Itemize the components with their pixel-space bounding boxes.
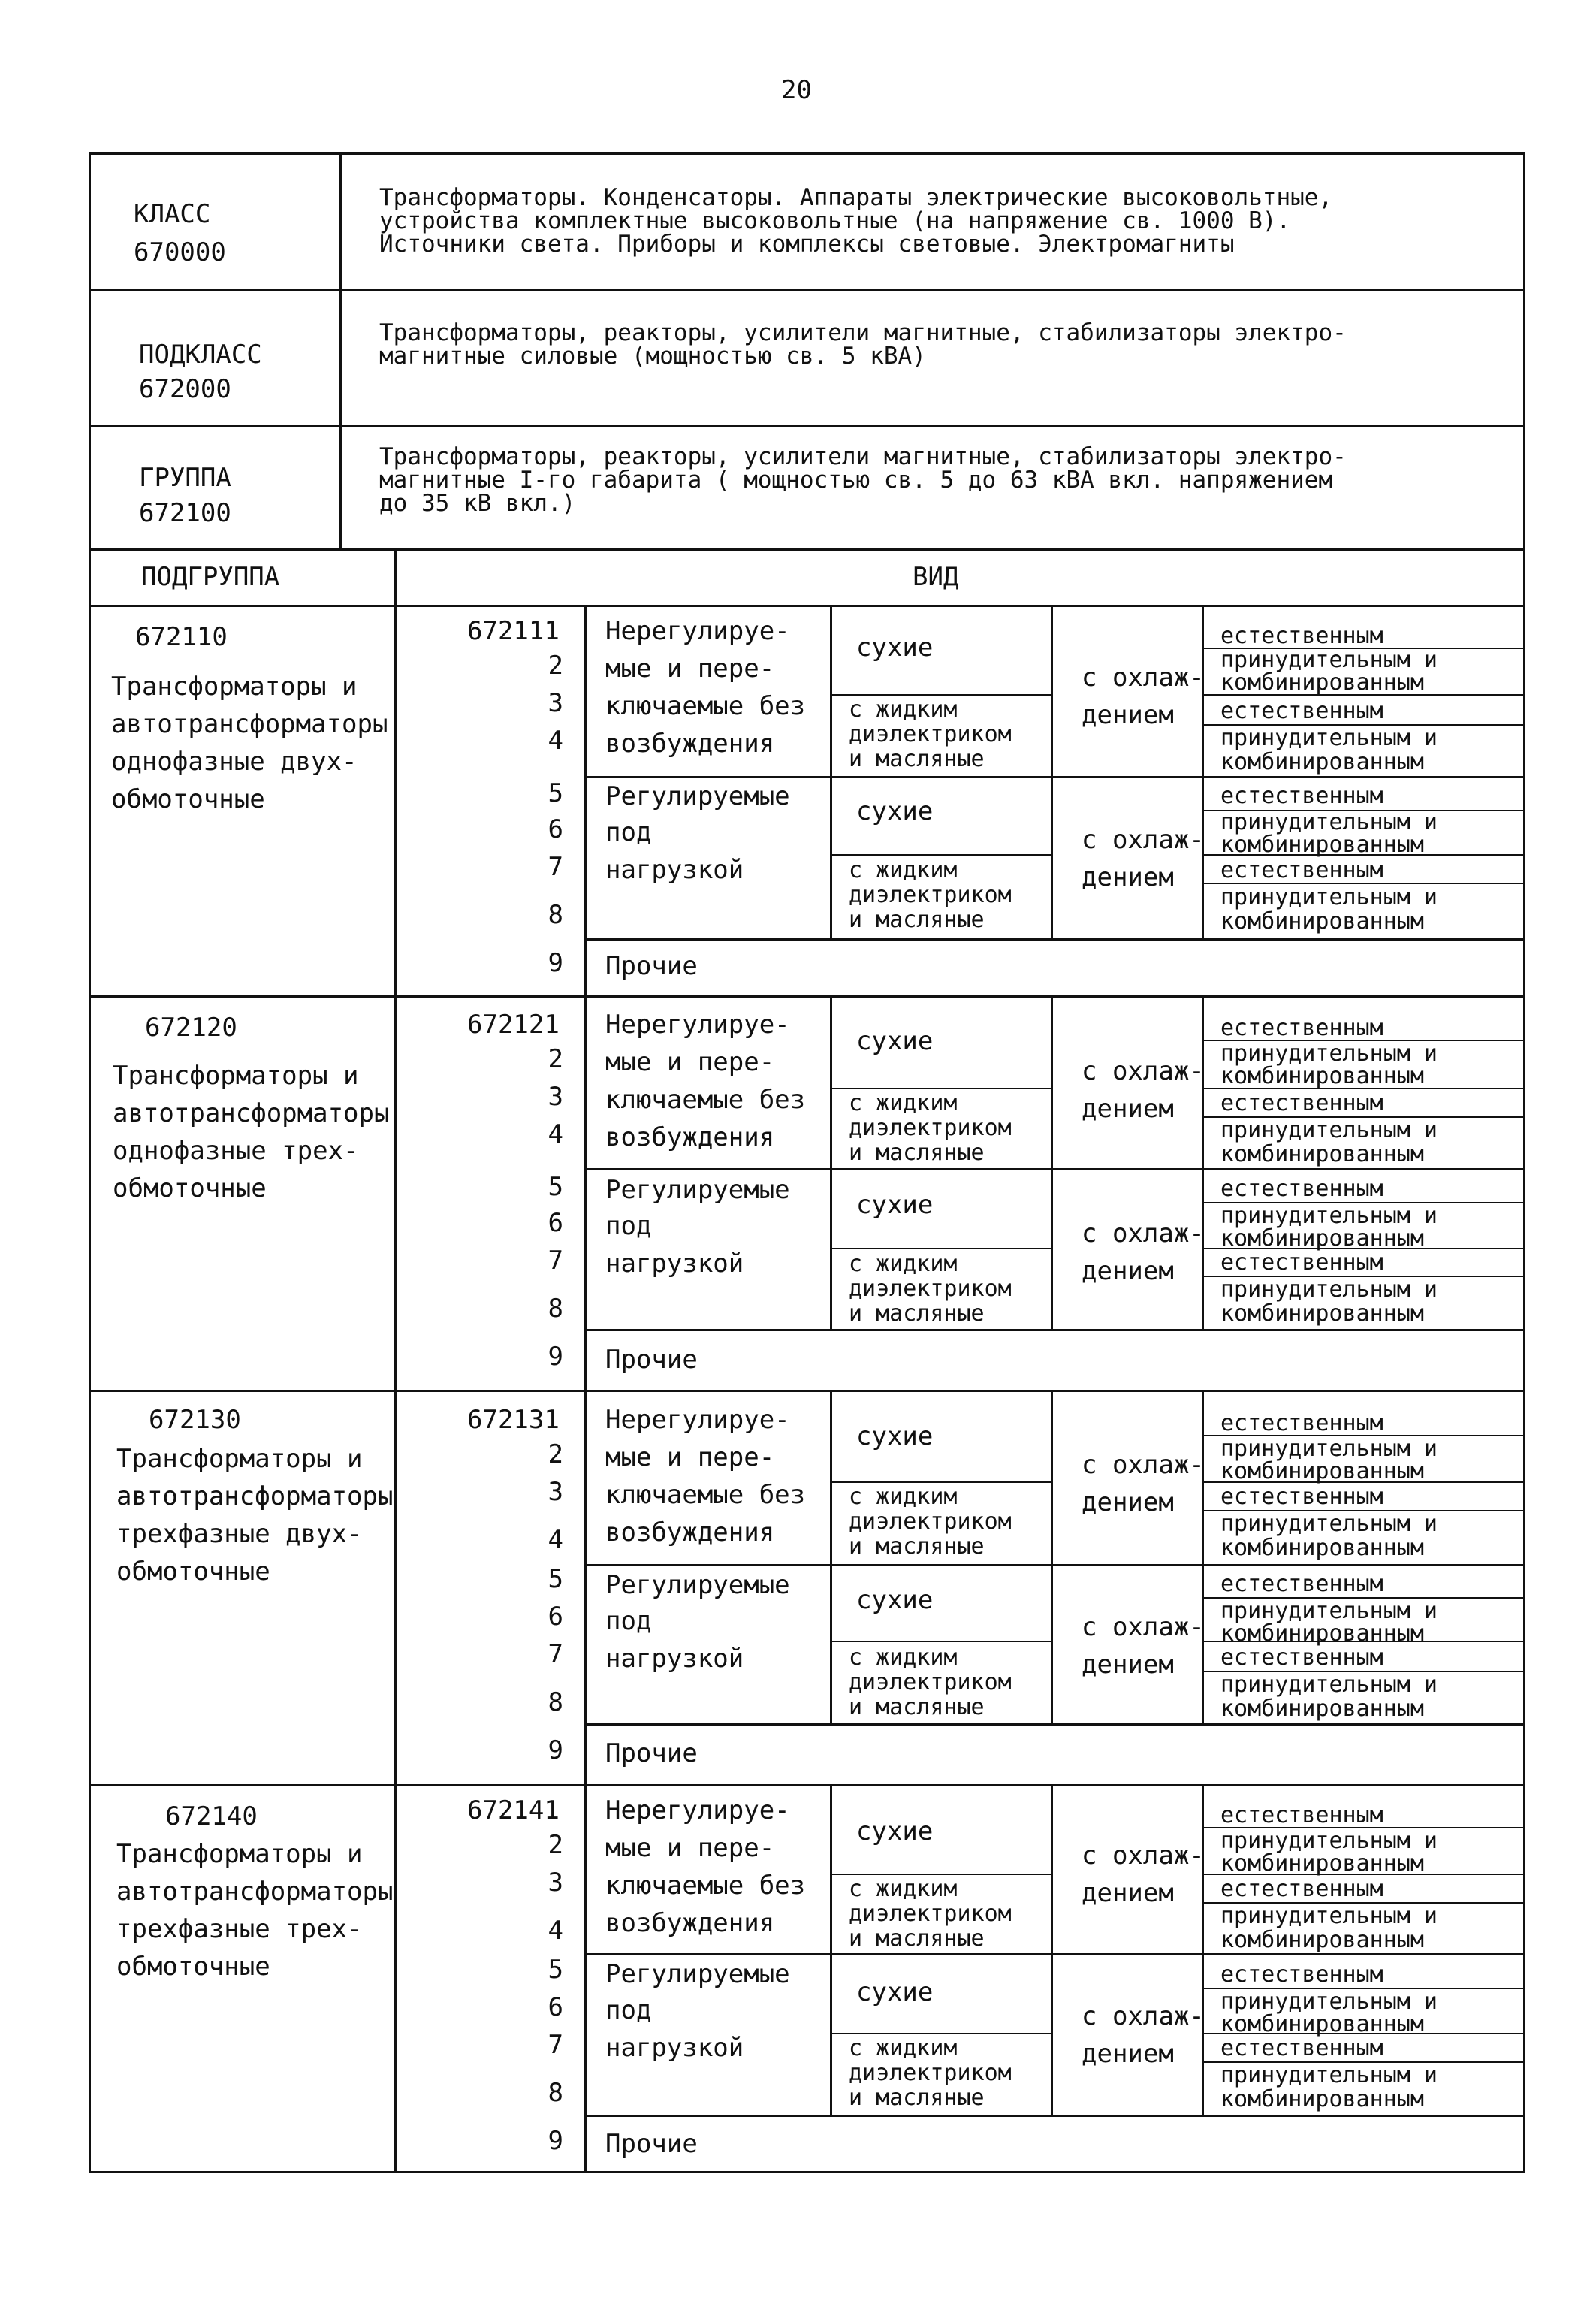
subgroup-name-line: однофазные трех- — [113, 1136, 359, 1166]
subclass-text-line: Трансформаторы, реакторы, усилители магнитные, стабилизаторы электро- — [379, 319, 1347, 346]
cooling-type: принудительным и — [1220, 1040, 1438, 1067]
cooling-type: комбинированным — [1220, 1535, 1424, 1561]
cooling-type: комбинированным — [1220, 1225, 1424, 1252]
rule — [830, 1248, 1051, 1249]
insulation-label: сухие — [856, 796, 934, 826]
insulation-label: сухие — [856, 1816, 934, 1847]
rule — [1202, 995, 1204, 1330]
subgroup-name-line: автотрансформаторы — [116, 1481, 394, 1511]
type-column-header: ВИД — [913, 562, 959, 592]
subgroup-name-line: обмоточные — [113, 1173, 267, 1203]
kind-text-line: Нерегулируе- — [605, 1405, 790, 1435]
cooling-type: естественным — [1220, 857, 1383, 883]
type-number: 5 — [548, 1172, 563, 1202]
subgroup-name-line: обмоточные — [116, 1557, 270, 1587]
cooling-label: с охлаж- — [1082, 663, 1205, 693]
rule — [830, 995, 832, 1330]
type-number: 7 — [548, 2030, 563, 2060]
subgroup-code: 672120 — [145, 1013, 237, 1043]
cooling-label: с охлаж- — [1082, 2001, 1205, 2031]
insulation-label: и масляные — [849, 1140, 985, 1166]
kind-text-line: нагрузкой — [605, 1249, 744, 1279]
kind-text-line: под — [605, 1606, 652, 1636]
rule — [1051, 1390, 1053, 1725]
rule — [830, 1088, 1051, 1089]
cooling-type: естественным — [1220, 783, 1383, 809]
insulation-label: сухие — [856, 633, 934, 663]
cooling-type: естественным — [1220, 1571, 1383, 1597]
kind-text-line: под — [605, 1995, 652, 2025]
rule — [1051, 995, 1053, 1330]
type-number: 6 — [548, 1208, 563, 1238]
cooling-type: комбинированным — [1220, 1458, 1424, 1484]
cooling-label: с охлаж- — [1082, 1840, 1205, 1871]
cooling-type: естественным — [1220, 1249, 1383, 1276]
cooling-type: комбинированным — [1220, 1300, 1424, 1327]
rule — [584, 1329, 1525, 1331]
subgroup-name-line: Трансформаторы и — [116, 1839, 363, 1869]
cooling-label: с охлаж- — [1082, 1450, 1205, 1480]
cooling-type: естественным — [1220, 1090, 1383, 1116]
type-number: 2 — [548, 1439, 563, 1469]
cooling-type: комбинированным — [1220, 1696, 1424, 1722]
type-number: 2 — [548, 651, 563, 681]
kind-text-line: нагрузкой — [605, 2033, 744, 2063]
subgroup-name-line: Трансформаторы и — [113, 1061, 359, 1091]
cooling-type: комбинированным — [1220, 1141, 1424, 1167]
subgroup-name-line: однофазные двух- — [111, 747, 358, 777]
rule — [830, 1390, 832, 1725]
insulation-label: сухие — [856, 1977, 934, 2007]
type-number: 4 — [548, 1525, 563, 1555]
subgroup-column-header: ПОДГРУППА — [141, 562, 280, 592]
kind-text-line: Регулируемые — [605, 1570, 790, 1600]
insulation-label: и масляные — [849, 1694, 985, 1720]
group-text-line: магнитные I-го габарита ( мощностью св. 5 до 63 кВА вкл. напряжением — [379, 467, 1333, 494]
insulation-label: с жидким — [849, 1484, 958, 1510]
cooling-type: принудительным и — [1220, 2062, 1438, 2088]
kind-text-line: ключаемые без — [605, 691, 806, 721]
cooling-label: дением — [1082, 1650, 1174, 1680]
insulation-label: и масляные — [849, 1925, 985, 1952]
rule — [89, 1390, 1525, 1392]
cooling-type: естественным — [1220, 1876, 1383, 1902]
kind-text-line: Регулируемые — [605, 1175, 790, 1205]
cooling-type: принудительным и — [1220, 809, 1438, 835]
other-label: Прочие — [605, 1738, 698, 1768]
rule — [584, 1168, 1525, 1170]
cooling-type: принудительным и — [1220, 647, 1438, 673]
subgroup-name-line: Трансформаторы и — [116, 1444, 363, 1474]
insulation-label: диэлектриком — [849, 882, 1012, 908]
insulation-label: диэлектриком — [849, 1115, 1012, 1141]
subgroup-code: 672140 — [165, 1801, 258, 1831]
kind-text-line: Нерегулируе- — [605, 1795, 790, 1825]
cooling-label: с охлаж- — [1082, 1612, 1205, 1642]
page-number: 20 — [781, 75, 812, 105]
type-number: 8 — [548, 1687, 563, 1717]
type-number: 8 — [548, 1294, 563, 1324]
cooling-type: естественным — [1220, 1644, 1383, 1671]
subgroup-name-line: автотрансформаторы — [111, 709, 388, 739]
class-text-line: устройства комплектные высоковольтные (на напряжение св. 1000 В). — [379, 207, 1291, 234]
subgroup-name-line: трехфазные двух- — [116, 1519, 363, 1549]
group-text-line: до 35 кВ вкл.) — [379, 490, 576, 517]
kind-text-line: Нерегулируе- — [605, 616, 790, 646]
rule — [584, 1564, 1525, 1566]
type-number: 4 — [548, 1119, 563, 1149]
group-label: ГРУППА — [139, 463, 231, 493]
kind-text-line: нагрузкой — [605, 1644, 744, 1674]
type-number: 5 — [548, 778, 563, 808]
group-code: 672100 — [139, 498, 231, 528]
class-label: КЛАСС — [134, 199, 211, 229]
type-number: 8 — [548, 900, 563, 930]
subclass-code: 672000 — [139, 374, 231, 404]
kind-text-line: мые и пере- — [605, 654, 775, 684]
type-number: 3 — [548, 688, 563, 718]
rule — [89, 995, 1525, 998]
cooling-type: комбинированным — [1220, 908, 1424, 935]
cooling-type: принудительным и — [1220, 1903, 1438, 1929]
other-label: Прочие — [605, 951, 698, 981]
group-text-line: Трансформаторы, реакторы, усилители магнитные, стабилизаторы электро- — [379, 443, 1347, 470]
insulation-label: сухие — [856, 1585, 934, 1615]
insulation-label: и масляные — [849, 907, 985, 933]
type-number: 3 — [548, 1082, 563, 1112]
class-code: 670000 — [134, 237, 226, 267]
cooling-type: принудительным и — [1220, 1203, 1438, 1229]
type-number: 9 — [548, 1735, 563, 1765]
kind-text-line: мые и пере- — [605, 1047, 775, 1077]
kind-text-line: под — [605, 1211, 652, 1241]
cooling-type: принудительным и — [1220, 1511, 1438, 1537]
class-text-line: Источники света. Приборы и комплексы световые. Электромагниты — [379, 231, 1235, 258]
cooling-label: дением — [1082, 1878, 1174, 1908]
cooling-label: дением — [1082, 700, 1174, 730]
subgroup-code: 672130 — [149, 1405, 241, 1435]
insulation-label: диэлектриком — [849, 2060, 1012, 2086]
rule — [1523, 152, 1525, 2173]
type-number: 4 — [548, 726, 563, 756]
rule — [89, 1784, 1525, 1786]
insulation-label: диэлектриком — [849, 1901, 1012, 1927]
insulation-label: диэлектриком — [849, 721, 1012, 747]
cooling-type: принудительным и — [1220, 1117, 1438, 1143]
type-number: 3 — [548, 1477, 563, 1507]
cooling-type: принудительным и — [1220, 1276, 1438, 1303]
insulation-label: с жидким — [849, 1251, 958, 1277]
rule — [89, 605, 1525, 607]
cooling-label: дением — [1082, 1487, 1174, 1517]
other-label: Прочие — [605, 1345, 698, 1375]
type-number: 5 — [548, 1564, 563, 1594]
subgroup-name-line: обмоточные — [111, 784, 265, 814]
cooling-type: естественным — [1220, 1176, 1383, 1202]
subgroup-name-line: автотрансформаторы — [116, 1877, 394, 1907]
kind-text-line: возбуждения — [605, 729, 775, 759]
rule — [1051, 1784, 1053, 2116]
rule — [1051, 605, 1053, 940]
kind-text-line: Регулируемые — [605, 1959, 790, 1989]
kind-text-line: Нерегулируе- — [605, 1010, 790, 1040]
kind-text-line: ключаемые без — [605, 1871, 806, 1901]
type-number: 2 — [548, 1830, 563, 1860]
cooling-type: принудительным и — [1220, 1828, 1438, 1854]
insulation-label: диэлектриком — [849, 1508, 1012, 1535]
cooling-label: дением — [1082, 2039, 1174, 2069]
kind-text-line: мые и пере- — [605, 1442, 775, 1472]
kind-text-line: возбуждения — [605, 1517, 775, 1548]
insulation-label: сухие — [856, 1026, 934, 1056]
cooling-type: комбинированным — [1220, 1850, 1424, 1877]
cooling-type: комбинированным — [1220, 2086, 1424, 2112]
type-number: 6 — [548, 1602, 563, 1632]
insulation-label: с жидким — [849, 1876, 958, 1902]
kind-text-line: возбуждения — [605, 1908, 775, 1938]
subclass-text-line: магнитные силовые (мощностью св. 5 кВА) — [379, 343, 926, 370]
rule — [339, 152, 342, 548]
type-number: 8 — [548, 2078, 563, 2108]
insulation-label: диэлектриком — [849, 1669, 1012, 1696]
kind-text-line: Регулируемые — [605, 781, 790, 811]
insulation-label: и масляные — [849, 1533, 985, 1560]
kind-text-line: нагрузкой — [605, 855, 744, 885]
type-number: 6 — [548, 814, 563, 844]
type-number: 7 — [548, 852, 563, 882]
rule — [584, 938, 1525, 941]
insulation-label: с жидким — [849, 857, 958, 883]
insulation-label: сухие — [856, 1190, 934, 1220]
insulation-label: и масляные — [849, 2085, 985, 2111]
cooling-type: принудительным и — [1220, 1598, 1438, 1624]
rule — [830, 1874, 1051, 1875]
rule — [830, 1641, 1051, 1642]
rule — [394, 548, 397, 2173]
rule — [1202, 605, 1204, 940]
cooling-type: естественным — [1220, 1802, 1383, 1828]
rule — [830, 854, 1051, 856]
cooling-type: естественным — [1220, 698, 1383, 724]
type-number: 2 — [548, 1044, 563, 1074]
cooling-type: естественным — [1220, 1410, 1383, 1436]
cooling-type: естественным — [1220, 623, 1383, 649]
rule — [89, 152, 91, 2173]
cooling-label: дением — [1082, 1256, 1174, 1286]
cooling-type: комбинированным — [1220, 1927, 1424, 1953]
subgroup-name-line: автотрансформаторы — [113, 1098, 390, 1128]
insulation-label: и масляные — [849, 746, 985, 772]
type-code: 672121 — [467, 1010, 560, 1040]
cooling-label: дением — [1082, 1094, 1174, 1124]
type-number: 9 — [548, 2126, 563, 2156]
kind-text-line: ключаемые без — [605, 1085, 806, 1115]
rule — [830, 694, 1051, 696]
rule — [830, 2033, 1051, 2034]
rule — [1202, 1390, 1204, 1725]
insulation-label: с жидким — [849, 1644, 958, 1671]
cooling-type: комбинированным — [1220, 1063, 1424, 1089]
cooling-label: дением — [1082, 862, 1174, 892]
rule — [830, 1481, 1051, 1483]
type-number: 5 — [548, 1955, 563, 1985]
cooling-type: комбинированным — [1220, 749, 1424, 775]
type-code: 672111 — [467, 616, 560, 646]
insulation-label: с жидким — [849, 2035, 958, 2061]
insulation-label: и масляные — [849, 1300, 985, 1327]
cooling-type: естественным — [1220, 1484, 1383, 1510]
insulation-label: сухие — [856, 1421, 934, 1451]
cooling-type: принудительным и — [1220, 1436, 1438, 1462]
rule — [89, 548, 1525, 551]
type-number: 4 — [548, 1916, 563, 1946]
type-code: 672141 — [467, 1795, 560, 1825]
rule — [584, 1723, 1525, 1726]
cooling-label: с охлаж- — [1082, 825, 1205, 855]
cooling-type: комбинированным — [1220, 1620, 1424, 1647]
type-number: 7 — [548, 1639, 563, 1669]
insulation-label: с жидким — [849, 696, 958, 723]
subgroup-name-line: трехфазные трех- — [116, 1914, 363, 1944]
kind-text-line: мые и пере- — [605, 1833, 775, 1863]
rule — [584, 2115, 1525, 2117]
cooling-type: принудительным и — [1220, 1988, 1438, 2015]
cooling-label: с охлаж- — [1082, 1056, 1205, 1086]
type-number: 6 — [548, 1992, 563, 2022]
cooling-type: комбинированным — [1220, 832, 1424, 858]
cooling-type: принудительным и — [1220, 725, 1438, 751]
kind-text-line: ключаемые без — [605, 1480, 806, 1510]
cooling-label: с охлаж- — [1082, 1218, 1205, 1249]
cooling-type: естественным — [1220, 2035, 1383, 2061]
type-number: 9 — [548, 1342, 563, 1372]
class-text-line: Трансформаторы. Конденсаторы. Аппараты электрические высоковольтные, — [379, 184, 1333, 211]
kind-text-line: возбуждения — [605, 1122, 775, 1152]
cooling-type: принудительным и — [1220, 1671, 1438, 1698]
rule — [1202, 1784, 1204, 2116]
rule — [89, 2171, 1525, 2173]
rule — [584, 1953, 1525, 1955]
cooling-type: естественным — [1220, 1961, 1383, 1988]
type-number: 9 — [548, 948, 563, 978]
insulation-label: с жидким — [849, 1090, 958, 1116]
rule — [830, 605, 832, 940]
type-number: 7 — [548, 1246, 563, 1276]
rule — [89, 289, 1525, 291]
kind-text-line: под — [605, 817, 652, 847]
cooling-type: комбинированным — [1220, 669, 1424, 696]
type-code: 672131 — [467, 1405, 560, 1435]
rule — [584, 1784, 587, 2171]
rule — [89, 425, 1525, 427]
rule — [89, 152, 1525, 155]
cooling-type: комбинированным — [1220, 2011, 1424, 2037]
cooling-type: принудительным и — [1220, 884, 1438, 910]
type-number: 3 — [548, 1868, 563, 1898]
rule — [830, 1784, 832, 2116]
insulation-label: диэлектриком — [849, 1276, 1012, 1302]
subgroup-name-line: обмоточные — [116, 1952, 270, 1982]
cooling-type: естественным — [1220, 1015, 1383, 1041]
subgroup-name-line: Трансформаторы и — [111, 672, 358, 702]
subclass-label: ПОДКЛАСС — [139, 340, 262, 370]
other-label: Прочие — [605, 2129, 698, 2159]
subgroup-code: 672110 — [135, 622, 228, 652]
